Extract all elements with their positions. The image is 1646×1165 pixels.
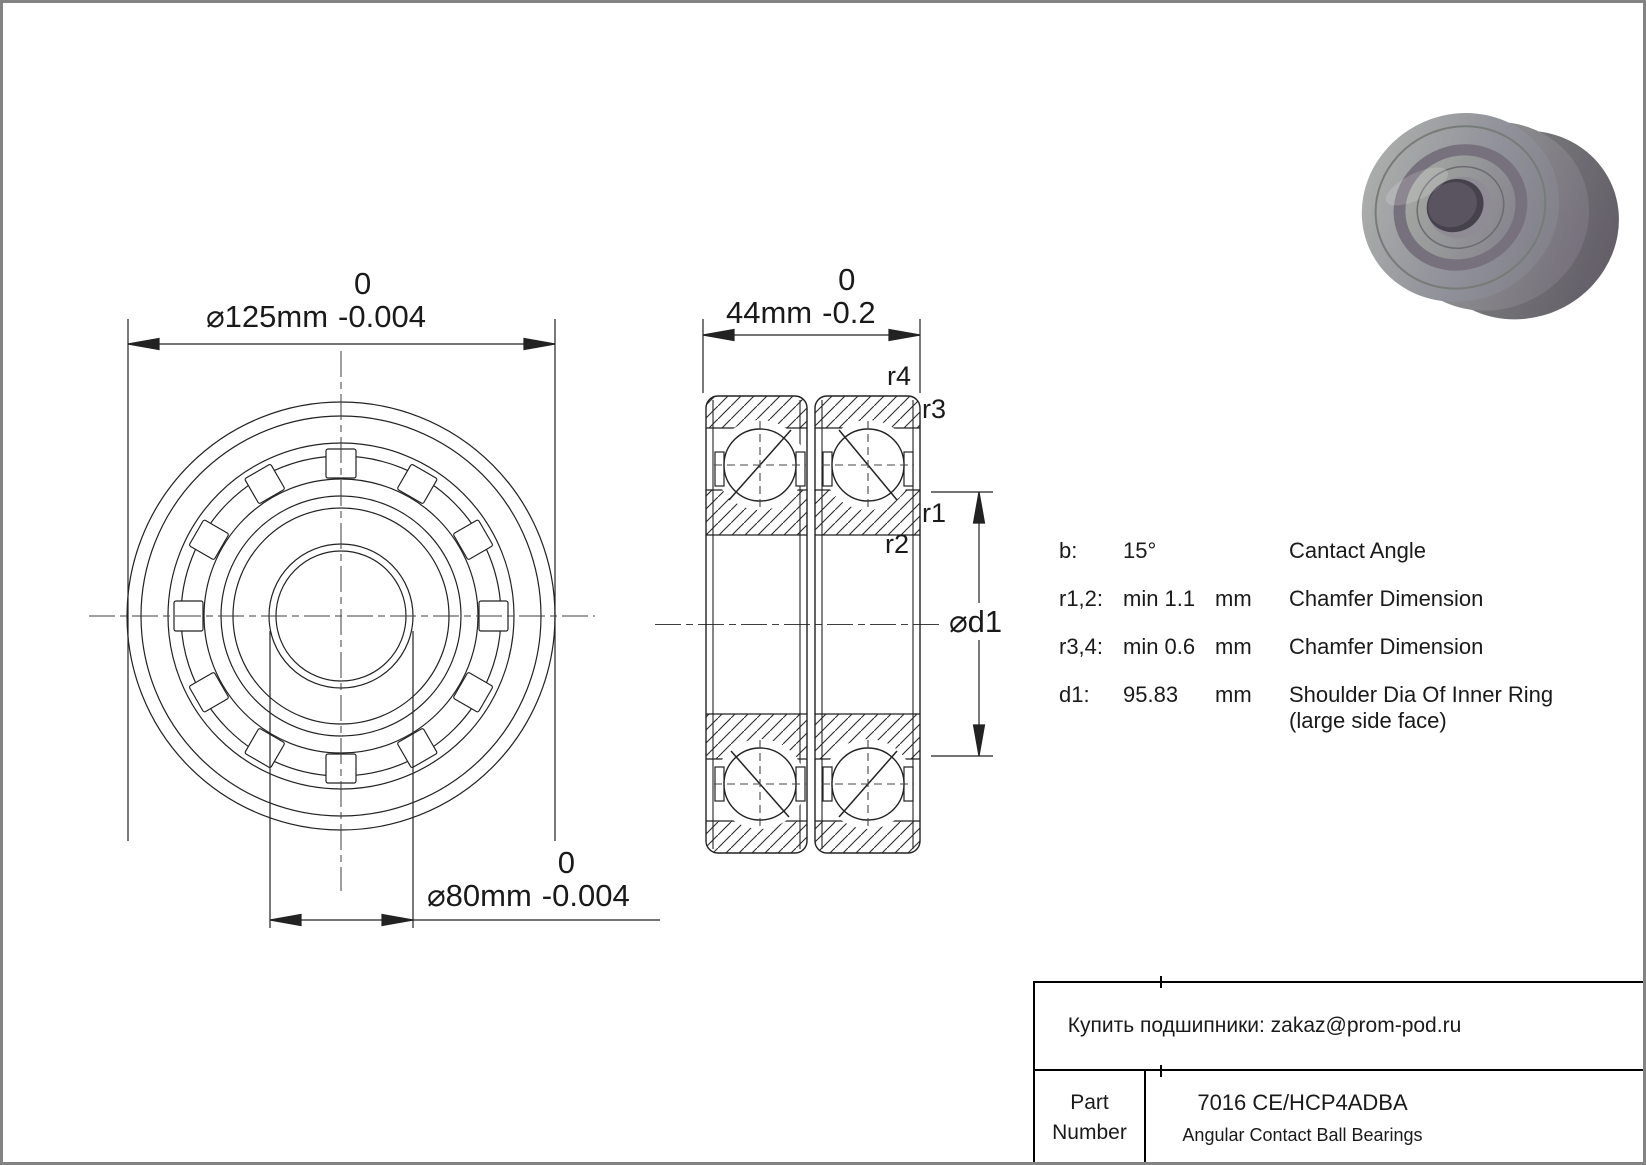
spec-label: r1,2: xyxy=(1059,586,1104,611)
spec-row-shoulder-dia xyxy=(1059,682,1599,734)
title-block-tick-top xyxy=(1160,976,1162,988)
spec-row-contact-angle xyxy=(1059,538,1599,564)
part-number-label: Part Number xyxy=(1035,1071,1146,1164)
dimension-d1-label: ⌀d1 xyxy=(944,603,1007,640)
title-block xyxy=(1033,981,1646,1165)
od-value: ⌀125mm xyxy=(206,299,329,334)
spec-unit: mm xyxy=(1215,586,1252,611)
spec-desc-block xyxy=(1289,634,1599,660)
spec-desc-block xyxy=(1289,586,1599,612)
width-tolerance: 0 -0.2 xyxy=(822,262,876,330)
part-number-value: 7016 CE/HCP4ADBA xyxy=(1197,1089,1408,1115)
spec-label: r3,4: xyxy=(1059,634,1104,659)
dimension-width xyxy=(726,263,876,329)
spec-desc: Cantact Angle xyxy=(1289,538,1426,563)
spec-unit xyxy=(1215,538,1289,564)
spec-value: min 0.6 xyxy=(1123,634,1196,659)
centerlines xyxy=(89,351,947,891)
spec-row-chamfer-r12 xyxy=(1059,586,1599,612)
spec-label: b: xyxy=(1059,538,1078,563)
spec-desc-block xyxy=(1289,682,1599,734)
spec-desc: Shoulder Dia Of Inner Ring xyxy=(1289,682,1554,707)
bore-tolerance: 0 -0.004 xyxy=(541,845,630,913)
spec-row-chamfer-r34 xyxy=(1059,634,1599,660)
spec-value: min 1.1 xyxy=(1123,586,1196,611)
spec-value: 15° xyxy=(1123,538,1157,563)
spec-desc: Chamfer Dimension xyxy=(1289,634,1484,659)
part-number-cell xyxy=(1146,1071,1644,1164)
od-tolerance: 0 -0.004 xyxy=(338,266,426,334)
spec-unit: mm xyxy=(1215,682,1252,707)
spec-list xyxy=(1059,538,1599,756)
bore-value: ⌀80mm xyxy=(427,878,532,913)
width-value: 44mm xyxy=(726,295,813,330)
spec-unit: mm xyxy=(1215,634,1252,659)
spec-desc-block xyxy=(1289,538,1599,564)
chamfer-label-r1: r1 xyxy=(922,498,947,528)
chamfer-label-r3: r3 xyxy=(922,394,947,424)
dimension-bore-diameter xyxy=(427,846,630,912)
dimension-outer-diameter xyxy=(206,267,426,333)
spec-label: d1: xyxy=(1059,682,1090,707)
chamfer-label-r2: r2 xyxy=(885,529,910,559)
bearing-3d-render xyxy=(1330,60,1646,373)
part-number-row xyxy=(1035,1071,1644,1164)
part-type: Angular Contact Ball Bearings xyxy=(1182,1124,1423,1145)
title-block-tick-middle xyxy=(1160,1065,1162,1077)
contact-info: Купить подшипники: zakaz@prom-pod.ru xyxy=(1035,983,1644,1071)
spec-desc: Chamfer Dimension xyxy=(1289,586,1484,611)
chamfer-label-r4: r4 xyxy=(887,361,912,391)
spec-value: 95.83 xyxy=(1123,682,1179,707)
spec-desc2: (large side face) xyxy=(1289,708,1447,733)
